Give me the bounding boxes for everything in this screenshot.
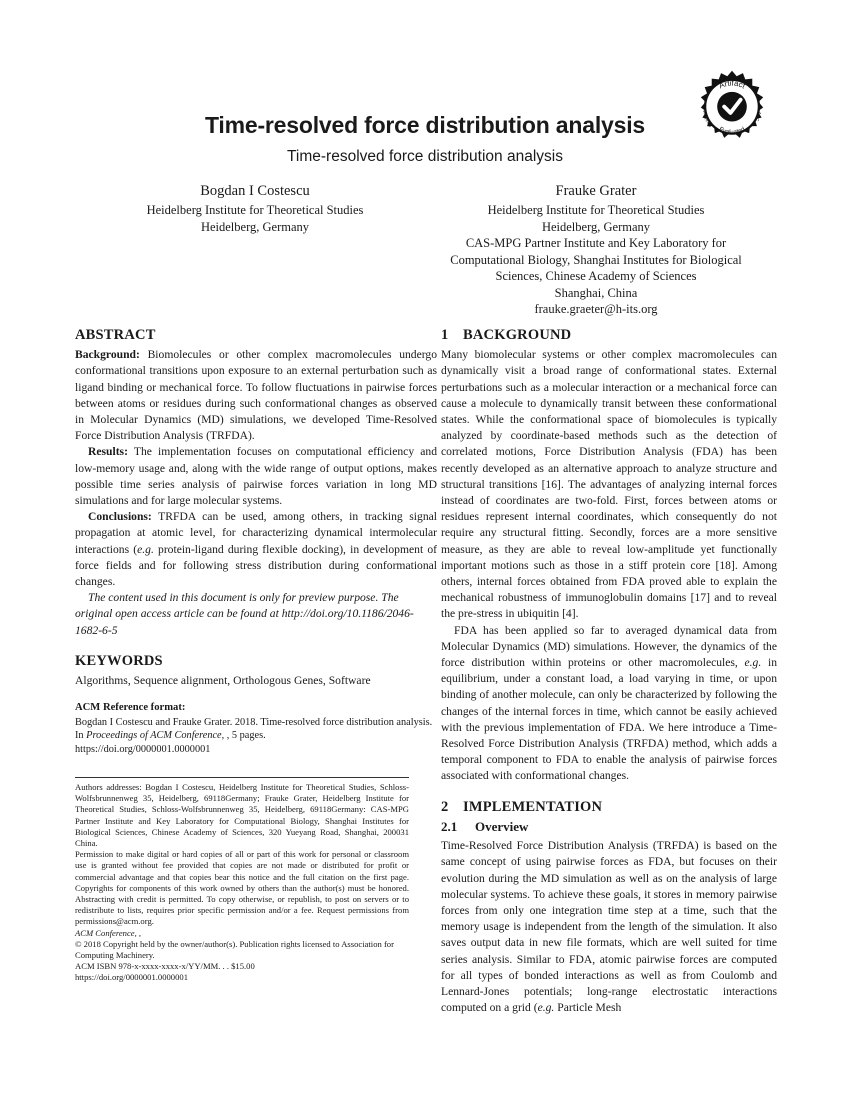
acm-reference-text: Bogdan I Costescu and Frauke Grater. 2018. Time-resolved force distribution analysis. In Proceedings of ACM Conference, , 5 pages. bbox=[75, 716, 433, 742]
author-affiliation-line: Heidelberg, Germany bbox=[541, 219, 651, 234]
author-affiliation-line: CAS-MPG Partner Institute and Key Laboratory for bbox=[465, 236, 727, 250]
section-number: 1 bbox=[441, 327, 449, 343]
author-affiliation-line: Sciences, Chinese Academy of Sciences bbox=[495, 269, 697, 283]
acm-reference-block bbox=[75, 701, 437, 756]
author-block-2 bbox=[425, 182, 767, 318]
footnote-block bbox=[75, 777, 409, 984]
right-column bbox=[441, 327, 777, 1016]
badge-text-left: Replicated bbox=[701, 104, 714, 129]
author-name: Frauke Grater bbox=[555, 183, 637, 199]
acm-reference-heading: ACM Reference format: bbox=[75, 702, 186, 714]
abstract-background-label: Background: bbox=[75, 348, 140, 362]
abstract-results: Results: The implementation focuses on computational efficiency and low-memory usage and, along with the wide range of output options, makes possible time series analysis of pairwise forces variation in long MD simulations and for large molecular systems. bbox=[75, 445, 437, 508]
abstract-conclusions: Conclusions: TRFDA can be used, among others, in tracking signal propagation at atomic level, for characterizing dynamical intermolecular interactions (e.g. protein-ligand during flexible docking), in development of force fields and for following stress distribution during conformational changes. bbox=[75, 510, 437, 589]
paper-subtitle: Time-resolved force distribution analysis bbox=[287, 148, 563, 165]
footnote-copyright: © 2018 Copyright held by the owner/author(s). Publication rights licensed to Association for Computing Machinery. bbox=[75, 938, 394, 961]
abstract-results-label: Results: bbox=[88, 445, 128, 459]
author-affiliation-line: Heidelberg Institute for Theoretical Studies bbox=[487, 203, 705, 217]
badge-text-bottom: Evaluated bbox=[717, 125, 747, 136]
footnote-doi[interactable]: https://doi.org/0000001.0000001 bbox=[75, 972, 188, 983]
acm-reference-doi[interactable]: https://doi.org/0000001.0000001 bbox=[75, 743, 211, 755]
author-affiliation-line: Shanghai, China bbox=[554, 285, 638, 300]
section-number: 2 bbox=[441, 798, 449, 815]
keywords-text: Algorithms, Sequence alignment, Orthologous Genes, Software bbox=[75, 674, 371, 688]
author-affiliation-line: Heidelberg Institute for Theoretical Studies bbox=[146, 203, 364, 217]
implementation-paragraph-1: Time-Resolved Force Distribution Analysis (TRFDA) is based on the same concept of using pairwise forces as FDA, but focuses on their evolution during the MD simulation as well as on the analysis of large molecular systems. To achieve these goals, it stores in memory pairwise forces from only one integration time step at a time, such that the memory usage is independent from the length of the simulation. It also saves output data in new file formats, which are well suited for time series analysis. Similar to FDA, atomic pairwise forces are computed for all types of bonded interactions as well as from Coulomb and Lennard-Jones potentials; long-range electrostatic interactions computed on a grid (e.g. Particle Mesh bbox=[441, 839, 777, 1015]
subsection-overview-heading: 2.1 Overview bbox=[441, 818, 529, 834]
background-paragraph-2: FDA has been applied so far to averaged dynamical data from Molecular Dynamics (MD) simulations. However, the dynamics of the force distribution within proteins or other macromolecules, e.g. in equilibrium, under a constant load, a load varying in time, or upon binding of another molecule, can only be characterized by following the changes of the internal forces in time, which cannot be easily achieved with the previous implementation of FDA. We here introduce a Time-Resolved Force Distribution Analysis (TRFDA) method, which adds a temporal component to FDA to enable the analysis of pairwise forces associated with conformational changes. bbox=[441, 623, 777, 783]
footnote-addresses: Authors addresses: Bogdan I Costescu, Heidelberg Institute for Theoretical Studies, Schloss-Wolfsbrunnenweg 35, Heidelberg, 69118Germany; Frauke Grater, Heidelberg Institute for Theoretical Studies, Schloss-Wolfsbrunnenweg 35, Heidelberg, 69118Germany: CAS-MPG Partner Institute and Key Laboratory for Computational Biology, Shanghai Institutes for Biological Sciences, Chinese Academy of Sciences, 320 Yueyang Road, Shanghai, 200031 China. bbox=[75, 782, 409, 849]
abstract-conclusions-label: Conclusions: bbox=[88, 510, 152, 524]
badge-text-top: Artifact bbox=[717, 78, 747, 91]
section-implementation-heading: 2 IMPLEMENTATION bbox=[441, 798, 603, 815]
author-name: Bogdan I Costescu bbox=[200, 183, 310, 199]
footnote-permission: Permission to make digital or hard copies of all or part of this work for personal or classroom use is granted without fee provided that copies are not made or distributed for profit or commercial advantage and that copies bear this notice and the full citation on the first page. Copyrights for components of this work owned by others than the author(s) must be honored. Abstracting with credit is permitted. To copy otherwise, or republish, to post on servers or to redistribute to lists, requires prior specific permission and/or a fee. Request permissions from permissions@acm.org. bbox=[75, 849, 409, 927]
author-block-1 bbox=[105, 182, 405, 235]
left-column bbox=[75, 327, 437, 756]
abstract-background: Background: Biomolecules or other complex macromolecules undergo conformational transitions upon exposure to an external perturbation such as ligand binding or mechanical force. To follow fluctuations in pairwise forces between atoms or residues during such conformational changes as observed in Molecular Dynamics (MD) simulations, we developed Time-Resolved Force Distribution Analysis (TRFDA). bbox=[75, 348, 437, 443]
author-email[interactable]: frauke.graeter@h-its.org bbox=[534, 302, 658, 316]
paper-title: Time-resolved force distribution analysis bbox=[204, 112, 645, 138]
background-paragraph-1: Many biomolecular systems or other complex macromolecules can dynamically visit a broad range of conformational states. External perturbations such as a molecular interaction or a mechanical force can cause a molecule to dynamically transit between these conformational states. While the conformational space of biomolecules is typically analyzed by coordinate-based methods such as the detection of correlated motions, Force Distribution Analysis (FDA) has been recently developed as an alternative approach to analyze structure and structural transitions [16]. The advantages of analyzing internal forces instead of coordinates are two-fold. First, forces between atoms or residues represent internal coordinates, which consequently do not require any structural fitting. Secondly, forces are a more sensitive measure, as they are able to reveal low-amplitude yet functionally important motions such as those in a stiff protein core [18]. Among others, internal forces obtained from FDA proved able to explain the mechanical robustness of immunoglobulin domains [17] and to reveal the pre-stress in ubiquitin [4]. bbox=[441, 348, 777, 621]
subsection-number: 2.1 bbox=[441, 818, 458, 834]
footnote-conference: ACM Conference, , bbox=[75, 927, 142, 938]
author-affiliation-line: Heidelberg, Germany bbox=[200, 219, 310, 234]
badge-text-right: AEC bbox=[754, 111, 762, 123]
section-background-heading: 1 BACKGROUND bbox=[441, 327, 572, 343]
abstract-heading: ABSTRACT bbox=[75, 327, 156, 343]
abstract-preview-note: The content used in this document is only for preview purpose. The original open access article can be found at http://doi.org/10.1186/2046-1682-6-5 bbox=[75, 591, 414, 637]
keywords-heading: KEYWORDS bbox=[75, 652, 163, 669]
footnote-isbn: ACM ISBN 978-x-xxxx-xxxx-x/YY/MM. . . $15.00 bbox=[75, 961, 255, 972]
author-affiliation-line: Computational Biology, Shanghai Institutes for Biological bbox=[450, 252, 742, 267]
